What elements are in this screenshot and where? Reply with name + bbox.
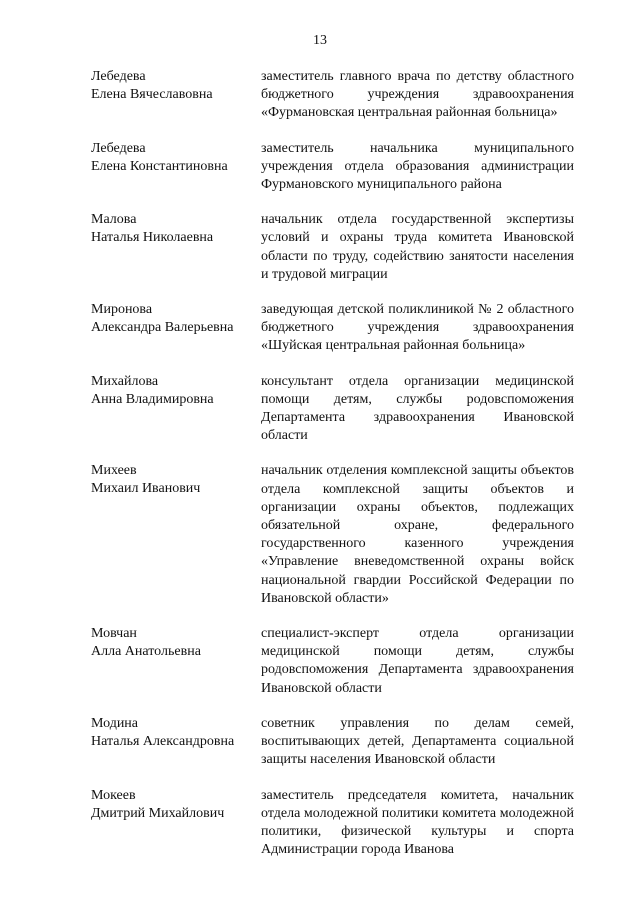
member-position: начальник отдела государственной экспертизы условий и охраны труда комитета Ивановской области по труду, содействию занятости населения и трудовой миграции: [261, 212, 574, 282]
member-name: [91, 211, 261, 284]
member-name: [91, 787, 261, 860]
member-given-name: Михаил Иванович: [91, 481, 201, 497]
member-given-name: Алла Анатольевна: [91, 644, 201, 660]
member-name: [91, 715, 261, 770]
member-surname: Михайлова: [91, 373, 159, 389]
member-name: [91, 68, 261, 123]
member-name: [91, 301, 261, 356]
member-given-name: Анна Владимировна: [91, 391, 214, 407]
member-surname: Лебедева: [91, 140, 146, 156]
list-entry: [91, 140, 574, 195]
member-surname: Мокеев: [91, 787, 136, 803]
member-name: [91, 140, 261, 195]
list-entry: [91, 625, 574, 698]
member-surname: Малова: [91, 212, 137, 228]
member-name: [91, 373, 261, 446]
member-position: заместитель председателя комитета, начальник отдела молодежной политики комитета молодежной политики, физической культуры и спорта Администрации города Иванова: [261, 787, 574, 858]
list-entry: [91, 301, 574, 356]
member-surname: Модина: [91, 715, 139, 731]
member-name: [91, 625, 261, 698]
member-position: советник управления по делам семей, воспитывающих детей, Департамента социальной защиты населения Ивановской области: [261, 715, 574, 768]
list-entry: [91, 787, 574, 860]
member-given-name: Дмитрий Михайлович: [91, 805, 225, 821]
member-position: консультант отдела организации медицинской помощи детям, службы родовспоможения Департамента здравоохранения Ивановской области: [261, 373, 574, 444]
member-given-name: Наталья Александровна: [91, 733, 235, 749]
member-position: начальник отделения комплексной защиты объектов отдела комплексной защиты объектов и организации охраны объектов, подлежащих обязательной охране, федерального государственного казенного учреждения «Управление вневедомственной охраны войск национальной гвардии Российской Федерации по Ивановской области»: [261, 463, 574, 606]
member-position: заместитель начальника муниципального учреждения отдела образования администрации Фурмановского муниципального района: [261, 140, 574, 193]
list-entry: [91, 211, 574, 284]
member-list: [91, 68, 574, 876]
member-given-name: Елена Константиновна: [91, 158, 228, 174]
member-position: заведующая детской поликлиникой № 2 областного бюджетного учреждения здравоохранения «Шуйская центральная районная больница»: [261, 302, 574, 354]
list-entry: [91, 373, 574, 446]
member-surname: Михеев: [91, 463, 137, 479]
member-position: специалист-эксперт отдела организации медицинской помощи детям, службы родовспоможения Департамента здравоохранения Ивановской области: [261, 626, 574, 696]
member-given-name: Наталья Николаевна: [91, 230, 214, 246]
list-entry: [91, 715, 574, 770]
page-number: 13: [313, 33, 327, 48]
member-surname: Мовчан: [91, 626, 137, 642]
list-entry: [91, 68, 574, 123]
member-given-name: Елена Вячеславовна: [91, 87, 213, 102]
member-given-name: Александра Валерьевна: [91, 320, 234, 336]
member-position: заместитель главного врача по детству областного бюджетного учреждения здравоохранения «Фурмановская центральная районная больница»: [261, 69, 574, 121]
list-entry: [91, 462, 574, 608]
member-surname: Лебедева: [91, 69, 146, 84]
member-surname: Миронова: [91, 302, 153, 318]
member-name: [91, 462, 261, 608]
